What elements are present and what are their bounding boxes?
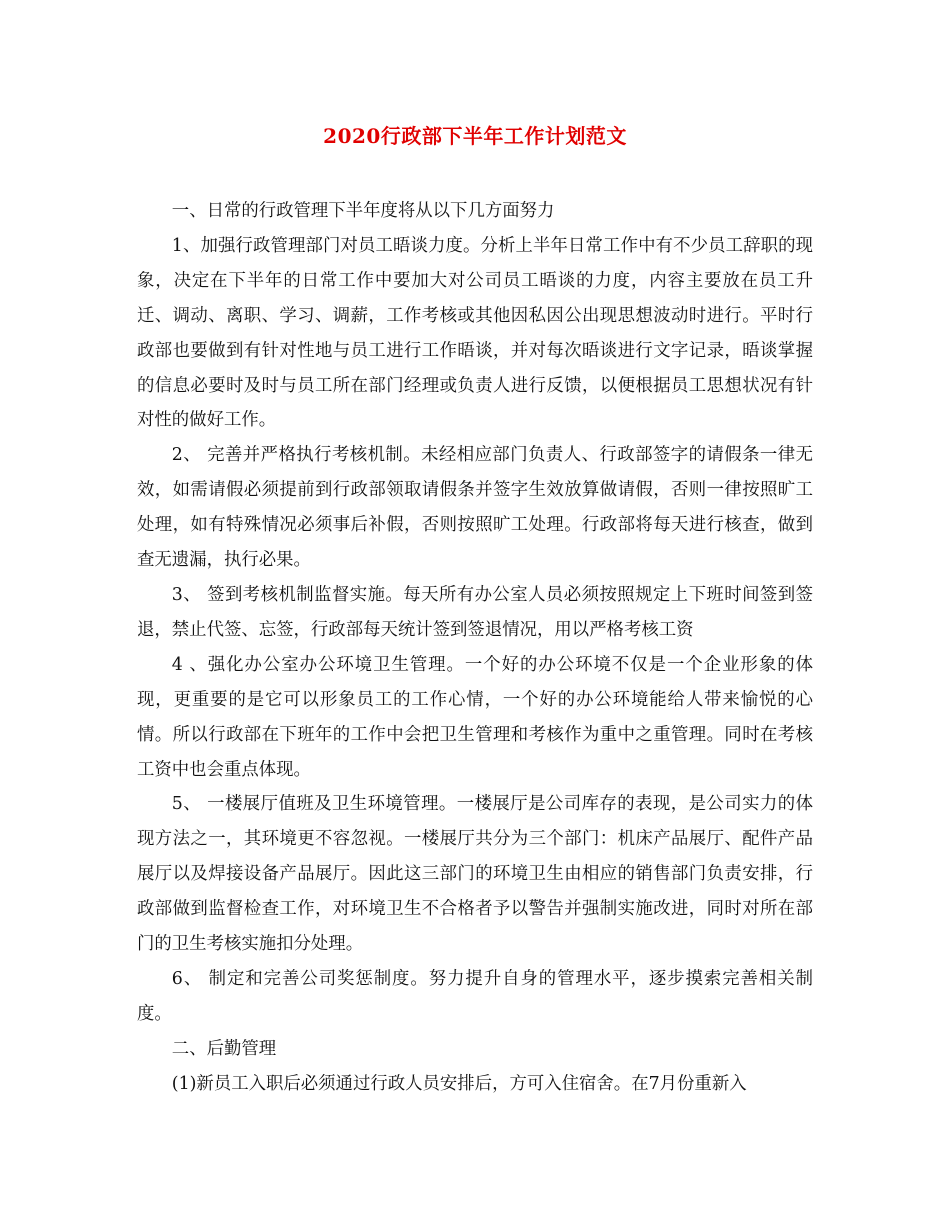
paragraph-item-3: 3、 签到考核机制监督实施。每天所有办公室人员必须按照规定上下班时间签到签退，禁止代签、忘签，行政部每天统计签到签退情况，用以严格考核工资 xyxy=(137,584,813,640)
paragraph-item-2: 2、 完善并严格执行考核机制。未经相应部门负责人、行政部签字的请假条一律无效，如需请假必须提前到行政部领取请假条并签字生效放算做请假，否则一律按照旷工处理，如有特殊情况必须事后补假，否则按照旷工处理。行政部将每天进行核查，做到查无遗漏，执行必果。 xyxy=(137,445,813,571)
paragraph-logistics-1: (1)新员工入职后必须通过行政人员安排后，方可入住宿舍。在7月份重新入 xyxy=(171,1073,747,1094)
document-title: 2020行政部下半年工作计划范文 xyxy=(323,124,627,148)
section-heading-logistics: 二、后勤管理 xyxy=(171,1038,277,1059)
paragraph-item-1: 1、加强行政管理部门对员工晤谈力度。分析上半年日常工作中有不少员工辞职的现象，决定在下半年的日常工作中要加大对公司员工晤谈的力度，内容主要放在员工升迁、调动、离职、学习、调薪，工作考核或其他因私因公出现思想波动时进行。平时行政部也要做到有针对性地与员工进行工作晤谈，并对每次晤谈进行文字记录，晤谈掌握的信息必要时及时与员工所在部门经理或负责人进行反馈，以便根据员工思想状况有针对性的做好工作。 xyxy=(137,235,813,431)
document-body xyxy=(137,194,813,1102)
paragraph-item-4: 4 、强化办公室办公环境卫生管理。一个好的办公环境不仅是一个企业形象的体现，更重要的是它可以形象员工的工作心情，一个好的办公环境能给人带来愉悦的心情。所以行政部在下班年的工作中会把卫生管理和考核作为重中之重管理。同时在考核工资中也会重点体现。 xyxy=(137,654,813,780)
paragraph-item-5: 5、 一楼展厅值班及卫生环境管理。一楼展厅是公司库存的表现，是公司实力的体现方法之一，其环境更不容忽视。一楼展厅共分为三个部门：机床产品展厅、配件产品展厅以及焊接设备产品展厅。因此这三部门的环境卫生由相应的销售部门负责安排，行政部做到监督检查工作，对环境卫生不合格者予以警告并强制实施改进，同时对所在部门的卫生考核实施扣分处理。 xyxy=(137,794,813,955)
paragraph-item-6: 6、 制定和完善公司奖惩制度。努力提升自身的管理水平，逐步摸索完善相关制度。 xyxy=(137,968,813,1024)
section-heading-daily-admin: 一、日常的行政管理下半年度将从以下几方面努力 xyxy=(171,201,555,221)
